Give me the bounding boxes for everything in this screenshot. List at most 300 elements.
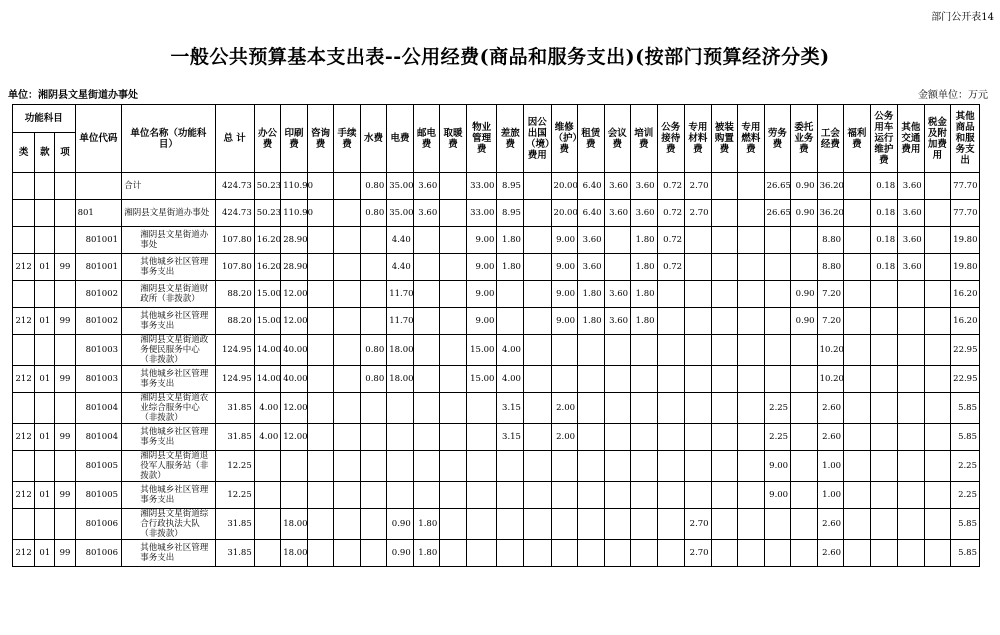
cell-value — [413, 281, 440, 308]
cell-value — [307, 366, 334, 393]
cell-kuan: 01 — [35, 540, 55, 567]
cell-value — [791, 366, 818, 393]
cell-value — [657, 424, 685, 451]
cell-lei — [13, 509, 35, 540]
cell-value — [685, 281, 712, 308]
table-row — [13, 482, 980, 509]
cell-value: 4.00 — [254, 393, 281, 424]
cell-value — [924, 393, 951, 424]
cell-value — [711, 540, 738, 567]
cell-value — [387, 424, 414, 451]
header-col: 专用燃料费 — [738, 105, 765, 173]
unit-label: 单位：湘阴县文星街道办事处 — [8, 90, 138, 101]
cell-value — [440, 227, 467, 254]
page-number: 部门公开表14 — [931, 12, 994, 23]
cell-kuan — [35, 335, 55, 366]
cell-unit-name: 其他城乡社区管理事务支出 — [122, 254, 215, 281]
cell-value — [334, 335, 361, 366]
cell-value — [657, 308, 685, 335]
cell-lei: 212 — [13, 254, 35, 281]
cell-value — [844, 424, 871, 451]
cell-value: 35.00 — [387, 200, 414, 227]
cell-value — [870, 393, 898, 424]
cell-value: 3.60 — [604, 200, 631, 227]
cell-value — [281, 482, 308, 509]
page-title: 一般公共预算基本支出表--公用经费(商品和服务支出)(按部门预算经济分类) — [170, 46, 830, 68]
cell-value: 12.25 — [215, 482, 254, 509]
cell-value: 2.60 — [817, 393, 844, 424]
cell-value — [738, 366, 765, 393]
cell-value — [898, 366, 925, 393]
cell-value — [898, 281, 925, 308]
cell-value — [413, 254, 440, 281]
cell-value — [497, 509, 524, 540]
cell-value: 12.00 — [281, 393, 308, 424]
cell-unit-name: 湘阴县文星街道退役军人服务站（非拨款） — [122, 451, 215, 482]
cell-value — [898, 540, 925, 567]
cell-value — [334, 424, 361, 451]
cell-value — [791, 254, 818, 281]
header-col: 劳务费 — [764, 105, 791, 173]
cell-value — [307, 451, 334, 482]
cell-value — [360, 424, 387, 451]
cell-unit-code: 801006 — [75, 540, 122, 567]
cell-value — [870, 424, 898, 451]
header-col: 其他商品和服务支出 — [951, 105, 980, 173]
header-col: 办公费 — [254, 105, 281, 173]
cell-value — [604, 509, 631, 540]
cell-kuan: 01 — [35, 424, 55, 451]
cell-value — [307, 393, 334, 424]
cell-value — [764, 366, 791, 393]
cell-value — [791, 482, 818, 509]
cell-value — [523, 308, 551, 335]
cell-value — [738, 540, 765, 567]
cell-value — [551, 482, 578, 509]
cell-value: 31.85 — [215, 509, 254, 540]
cell-value — [711, 200, 738, 227]
cell-value: 124.95 — [215, 366, 254, 393]
cell-value — [578, 424, 605, 451]
cell-value — [578, 366, 605, 393]
cell-value — [657, 335, 685, 366]
cell-unit-code: 801003 — [75, 366, 122, 393]
cell-value: 9.00 — [466, 227, 497, 254]
cell-xiang: 99 — [55, 482, 75, 509]
header-col: 电费 — [387, 105, 414, 173]
cell-value: 12.00 — [281, 281, 308, 308]
cell-value — [764, 540, 791, 567]
cell-value — [898, 335, 925, 366]
cell-value — [497, 281, 524, 308]
header-col: 委托业务费 — [791, 105, 818, 173]
cell-value — [631, 335, 658, 366]
cell-value: 40.00 — [281, 335, 308, 366]
cell-value — [631, 366, 658, 393]
cell-value — [657, 540, 685, 567]
cell-value — [657, 281, 685, 308]
cell-value — [523, 200, 551, 227]
cell-value — [360, 308, 387, 335]
cell-value: 0.18 — [870, 173, 898, 200]
cell-value: 18.00 — [281, 509, 308, 540]
header-col: 物业管理费 — [466, 105, 497, 173]
header-col: 会议费 — [604, 105, 631, 173]
cell-value — [711, 281, 738, 308]
cell-value — [764, 335, 791, 366]
cell-value: 2.70 — [685, 173, 712, 200]
cell-value: 3.60 — [604, 281, 631, 308]
cell-value — [791, 509, 818, 540]
cell-value — [334, 366, 361, 393]
cell-value — [307, 482, 334, 509]
cell-value: 8.95 — [497, 173, 524, 200]
cell-value — [497, 308, 524, 335]
cell-value — [307, 281, 334, 308]
cell-value: 16.20 — [951, 281, 980, 308]
cell-value — [334, 509, 361, 540]
cell-value: 0.80 — [360, 366, 387, 393]
cell-value — [711, 227, 738, 254]
cell-value — [898, 451, 925, 482]
cell-value — [604, 393, 631, 424]
cell-value: 0.18 — [870, 200, 898, 227]
cell-value: 31.85 — [215, 540, 254, 567]
cell-value: 2.70 — [685, 540, 712, 567]
cell-value — [898, 308, 925, 335]
cell-value — [711, 424, 738, 451]
cell-value: 3.15 — [497, 393, 524, 424]
header-col: 公务接待费 — [657, 105, 685, 173]
cell-xiang: 99 — [55, 366, 75, 393]
header-col: 税金及附加费用 — [924, 105, 951, 173]
cell-value — [791, 393, 818, 424]
cell-value — [711, 173, 738, 200]
cell-value: 8.80 — [817, 227, 844, 254]
cell-value: 3.15 — [497, 424, 524, 451]
cell-unit-code: 801001 — [75, 254, 122, 281]
cell-unit-code: 801006 — [75, 509, 122, 540]
cell-value — [604, 335, 631, 366]
cell-value: 7.20 — [817, 281, 844, 308]
cell-value — [738, 424, 765, 451]
cell-value: 424.73 — [215, 173, 254, 200]
cell-value: 0.80 — [360, 173, 387, 200]
cell-value — [738, 227, 765, 254]
cell-value — [523, 509, 551, 540]
cell-value: 50.23 — [254, 200, 281, 227]
cell-value: 18.00 — [281, 540, 308, 567]
cell-lei — [13, 335, 35, 366]
cell-value: 9.00 — [551, 254, 578, 281]
cell-value — [413, 451, 440, 482]
cell-value — [551, 451, 578, 482]
cell-value — [685, 335, 712, 366]
cell-value: 2.25 — [951, 451, 980, 482]
cell-value: 3.60 — [578, 254, 605, 281]
cell-value: 0.90 — [791, 200, 818, 227]
header-unit-name: 单位名称（功能科目） — [122, 105, 215, 173]
cell-value — [254, 482, 281, 509]
table-row — [13, 335, 980, 366]
cell-value: 3.60 — [631, 200, 658, 227]
cell-value — [523, 366, 551, 393]
cell-value: 14.00 — [254, 335, 281, 366]
cell-value — [360, 509, 387, 540]
cell-value: 35.00 — [387, 173, 414, 200]
cell-value — [604, 424, 631, 451]
cell-value — [844, 200, 871, 227]
cell-value — [413, 366, 440, 393]
cell-value: 1.80 — [631, 281, 658, 308]
cell-value — [440, 173, 467, 200]
cell-value — [898, 424, 925, 451]
cell-value — [440, 281, 467, 308]
cell-value — [764, 227, 791, 254]
cell-unit-code: 801 — [75, 200, 122, 227]
cell-value — [657, 451, 685, 482]
cell-value: 40.00 — [281, 366, 308, 393]
cell-value — [360, 254, 387, 281]
cell-value — [791, 335, 818, 366]
cell-value — [764, 254, 791, 281]
cell-value — [685, 254, 712, 281]
cell-value — [924, 335, 951, 366]
cell-value — [334, 254, 361, 281]
cell-value — [924, 451, 951, 482]
cell-kuan: 01 — [35, 482, 55, 509]
cell-unit-code: 801001 — [75, 227, 122, 254]
cell-value: 31.85 — [215, 424, 254, 451]
cell-value — [334, 540, 361, 567]
cell-value — [307, 308, 334, 335]
cell-value — [523, 173, 551, 200]
cell-value — [440, 540, 467, 567]
cell-value: 0.80 — [360, 335, 387, 366]
cell-value — [657, 366, 685, 393]
cell-value: 36.20 — [817, 200, 844, 227]
cell-value: 22.95 — [951, 335, 980, 366]
cell-unit-name: 湘阴县文星街道办事处 — [122, 200, 215, 227]
cell-value — [844, 366, 871, 393]
cell-xiang — [55, 281, 75, 308]
cell-unit-name: 湘阴县文星街道综合行政执法大队（非拨款） — [122, 509, 215, 540]
cell-value — [924, 424, 951, 451]
table-row — [13, 393, 980, 424]
cell-xiang — [55, 509, 75, 540]
cell-value: 15.00 — [466, 335, 497, 366]
cell-value — [844, 335, 871, 366]
cell-value: 7.20 — [817, 308, 844, 335]
cell-value — [523, 482, 551, 509]
cell-value — [440, 335, 467, 366]
cell-xiang — [55, 335, 75, 366]
cell-value — [711, 451, 738, 482]
cell-value: 50.23 — [254, 173, 281, 200]
header-kuan: 款 — [35, 133, 55, 173]
cell-value — [307, 335, 334, 366]
table-row — [13, 173, 980, 200]
cell-value: 0.90 — [387, 540, 414, 567]
cell-value — [844, 254, 871, 281]
header-col: 差旅费 — [497, 105, 524, 173]
cell-value — [440, 451, 467, 482]
cell-value — [440, 254, 467, 281]
cell-unit-name: 其他城乡社区管理事务支出 — [122, 366, 215, 393]
cell-value — [281, 451, 308, 482]
cell-value: 88.20 — [215, 308, 254, 335]
header-col: 印刷费 — [281, 105, 308, 173]
header-col: 手续费 — [334, 105, 361, 173]
cell-value: 9.00 — [551, 227, 578, 254]
header-col: 水费 — [360, 105, 387, 173]
cell-value — [334, 200, 361, 227]
cell-value: 22.95 — [951, 366, 980, 393]
cell-value — [764, 281, 791, 308]
cell-value — [844, 308, 871, 335]
cell-value — [844, 393, 871, 424]
cell-value: 16.20 — [254, 227, 281, 254]
header-col: 福利费 — [844, 105, 871, 173]
cell-value — [578, 335, 605, 366]
cell-value — [604, 451, 631, 482]
cell-value — [870, 335, 898, 366]
cell-value — [466, 540, 497, 567]
cell-value: 3.60 — [898, 227, 925, 254]
cell-unit-code: 801002 — [75, 308, 122, 335]
header-col: 租赁费 — [578, 105, 605, 173]
cell-value: 15.00 — [254, 308, 281, 335]
cell-value — [764, 308, 791, 335]
cell-value: 2.25 — [764, 424, 791, 451]
cell-value — [844, 281, 871, 308]
cell-value: 0.72 — [657, 227, 685, 254]
cell-value — [523, 335, 551, 366]
cell-unit-name: 湘阴县文星街道办事处 — [122, 227, 215, 254]
cell-value: 1.80 — [413, 509, 440, 540]
cell-value — [870, 540, 898, 567]
cell-value — [844, 540, 871, 567]
cell-value — [631, 509, 658, 540]
cell-value — [578, 540, 605, 567]
cell-value: 9.00 — [764, 451, 791, 482]
cell-value — [657, 509, 685, 540]
cell-value — [387, 393, 414, 424]
cell-value — [497, 451, 524, 482]
cell-value — [413, 308, 440, 335]
cell-value — [870, 366, 898, 393]
cell-value: 10.20 — [817, 335, 844, 366]
cell-lei: 212 — [13, 366, 35, 393]
cell-value: 2.60 — [817, 509, 844, 540]
cell-value: 31.85 — [215, 393, 254, 424]
cell-value — [711, 308, 738, 335]
cell-lei — [13, 173, 35, 200]
cell-value — [307, 424, 334, 451]
cell-value — [466, 482, 497, 509]
cell-value — [738, 173, 765, 200]
cell-value — [924, 281, 951, 308]
cell-value — [711, 482, 738, 509]
cell-value — [307, 227, 334, 254]
cell-value — [440, 366, 467, 393]
table-row — [13, 254, 980, 281]
cell-unit-name: 合计 — [122, 173, 215, 200]
header-lei: 类 — [13, 133, 35, 173]
cell-value — [604, 227, 631, 254]
cell-value — [413, 424, 440, 451]
cell-value — [685, 451, 712, 482]
header-col: 公务用车运行维护费 — [870, 105, 898, 173]
cell-unit-name: 其他城乡社区管理事务支出 — [122, 482, 215, 509]
cell-value — [440, 509, 467, 540]
cell-value — [523, 227, 551, 254]
cell-value: 2.70 — [685, 200, 712, 227]
cell-value: 3.60 — [604, 308, 631, 335]
cell-value: 1.80 — [497, 227, 524, 254]
header-col: 因公出国（境）费用 — [523, 105, 551, 173]
cell-value — [254, 509, 281, 540]
cell-value — [711, 366, 738, 393]
cell-xiang — [55, 200, 75, 227]
cell-value: 5.85 — [951, 424, 980, 451]
cell-value: 9.00 — [466, 281, 497, 308]
cell-value: 26.65 — [764, 200, 791, 227]
cell-kuan: 01 — [35, 366, 55, 393]
cell-lei — [13, 393, 35, 424]
cell-xiang — [55, 393, 75, 424]
cell-value — [631, 424, 658, 451]
cell-value — [924, 173, 951, 200]
cell-kuan — [35, 173, 55, 200]
cell-value: 0.18 — [870, 227, 898, 254]
cell-xiang: 99 — [55, 540, 75, 567]
cell-value — [604, 482, 631, 509]
cell-value: 77.70 — [951, 200, 980, 227]
cell-value: 9.00 — [764, 482, 791, 509]
cell-value — [466, 424, 497, 451]
cell-value — [466, 393, 497, 424]
cell-value: 0.90 — [791, 281, 818, 308]
table-body — [13, 173, 980, 567]
cell-value: 12.00 — [281, 308, 308, 335]
cell-value — [791, 451, 818, 482]
cell-value: 28.90 — [281, 227, 308, 254]
cell-value — [924, 482, 951, 509]
cell-value — [360, 451, 387, 482]
cell-value — [254, 451, 281, 482]
cell-value — [738, 451, 765, 482]
cell-value: 20.00 — [551, 173, 578, 200]
cell-value — [413, 227, 440, 254]
cell-value — [254, 540, 281, 567]
cell-value: 3.60 — [413, 200, 440, 227]
cell-value — [764, 509, 791, 540]
cell-value — [523, 424, 551, 451]
cell-value — [413, 393, 440, 424]
cell-value — [711, 393, 738, 424]
cell-value — [631, 393, 658, 424]
cell-lei — [13, 281, 35, 308]
cell-value — [711, 509, 738, 540]
cell-value — [578, 451, 605, 482]
cell-value: 88.20 — [215, 281, 254, 308]
cell-value — [870, 482, 898, 509]
cell-value — [497, 540, 524, 567]
cell-value: 4.00 — [497, 366, 524, 393]
cell-value: 1.00 — [817, 482, 844, 509]
cell-value: 0.72 — [657, 173, 685, 200]
